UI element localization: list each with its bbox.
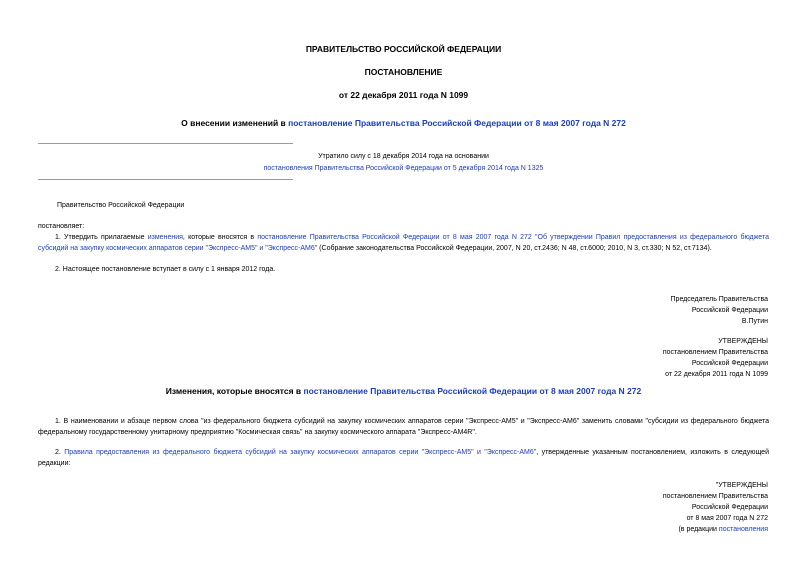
approved-line1: УТВЕРЖДЕНЫ — [718, 338, 768, 345]
document-title-link[interactable]: постановление Правительства Российской Федерации от 8 мая 2007 года N 272 — [288, 118, 626, 128]
approved-2007-block — [518, 480, 768, 535]
edition-resolution-link[interactable]: постановления — [718, 526, 768, 533]
changes-title-link[interactable]: постановление Правительства Российской Федерации от 8 мая 2007 года N 272 — [303, 386, 642, 396]
signature-position-line2: Российской Федерации — [691, 307, 768, 314]
signature-block — [518, 294, 768, 327]
approved-block — [518, 336, 768, 380]
status-bottom-divider — [38, 179, 293, 180]
signature-name: В.Путин — [741, 318, 768, 325]
approved-2007-line4: от 8 мая 2007 года N 272 — [686, 515, 768, 522]
status-top-divider — [38, 143, 293, 144]
resolution-272-link[interactable]: постановление Правительства Российской Федерации от 8 мая 2007 года N 272 "Об утверждении Правил предоставления из федерального бюджета субсидий на закупку космических аппаратов серии "Экспресс-АМ5" и "Экспресс-АМ6" — [38, 234, 769, 252]
status-text: Утратило силу с 18 декабря 2014 года на основании — [318, 153, 489, 160]
approved-line4: от 22 декабря 2011 года N 1099 — [665, 371, 768, 378]
changes-link[interactable]: изменения — [147, 234, 183, 241]
paragraph-1-text-b: , которые вносятся в — [182, 234, 258, 241]
change-item-2 — [38, 447, 769, 469]
paragraph-1-text-c: (Собрание законодательства Российской Федерации, 2007, N 20, ст.2436; N 48, ст.6000; 2010, N 3, ст.330; N 52, ст.7134). — [317, 245, 712, 252]
changes-title-prefix: Изменения, которые вносятся в — [165, 386, 304, 396]
change-item-2-number: 2. — [55, 449, 65, 456]
government-heading: ПРАВИТЕЛЬСТВО РОССИЙСКОЙ ФЕДЕРАЦИИ — [305, 44, 502, 54]
change-item-1: 1. В наименовании и абзаце первом слова "из федерального бюджета субсидий на закупку космических аппаратов серии "Экспресс-АМ5" и "Экспресс-АМ6" заменить словами "субсидии из федерального бюджета федеральному государственному унитарному предприятию "Космическая связь" на закупку космического аппарата "Экспресс-АМ4R". — [38, 418, 769, 436]
changes-title — [0, 386, 807, 396]
document-title — [0, 118, 807, 128]
paragraph-2: 2. Настоящее постановление вступает в силу с 1 января 2012 года. — [55, 266, 276, 273]
approved-2007-line1: "УТВЕРЖДЕНЫ — [715, 482, 768, 489]
signature-position-line1: Председатель Правительства — [670, 296, 768, 303]
approved-2007-line5-prefix: (в редакции — [678, 526, 719, 533]
rules-link[interactable]: Правила предоставления из федерального бюджета субсидий на закупку космических аппаратов серии "Экспресс-АМ5" и "Экспресс-АМ6" — [64, 449, 537, 456]
change-item-2-text: , утвержденные указанным постановлением, изложить в следующей редакции: — [38, 449, 769, 467]
approved-2007-line2: постановлением Правительства — [662, 493, 768, 500]
approved-line2: постановлением Правительства — [662, 349, 768, 356]
approved-2007-line5 — [518, 524, 768, 535]
paragraph-1-text-a: 1. Утвердить прилагаемые — [55, 234, 148, 241]
document-title-prefix: О внесении изменений в — [181, 118, 289, 128]
government-label: Правительство Российской Федерации — [57, 202, 185, 209]
document-type-heading: ПОСТАНОВЛЕНИЕ — [364, 67, 443, 77]
approved-2007-line3: Российской Федерации — [691, 504, 768, 511]
approved-line3: Российской Федерации — [691, 360, 768, 367]
decides-label: постановляет: — [38, 223, 85, 230]
paragraph-1 — [38, 232, 769, 254]
status-repeal-link[interactable]: постановления Правительства Российской Федерации от 5 декабря 2014 года N 1325 — [263, 165, 544, 172]
status-link-line — [0, 163, 807, 174]
document-date-number: от 22 декабря 2011 года N 1099 — [338, 90, 469, 100]
